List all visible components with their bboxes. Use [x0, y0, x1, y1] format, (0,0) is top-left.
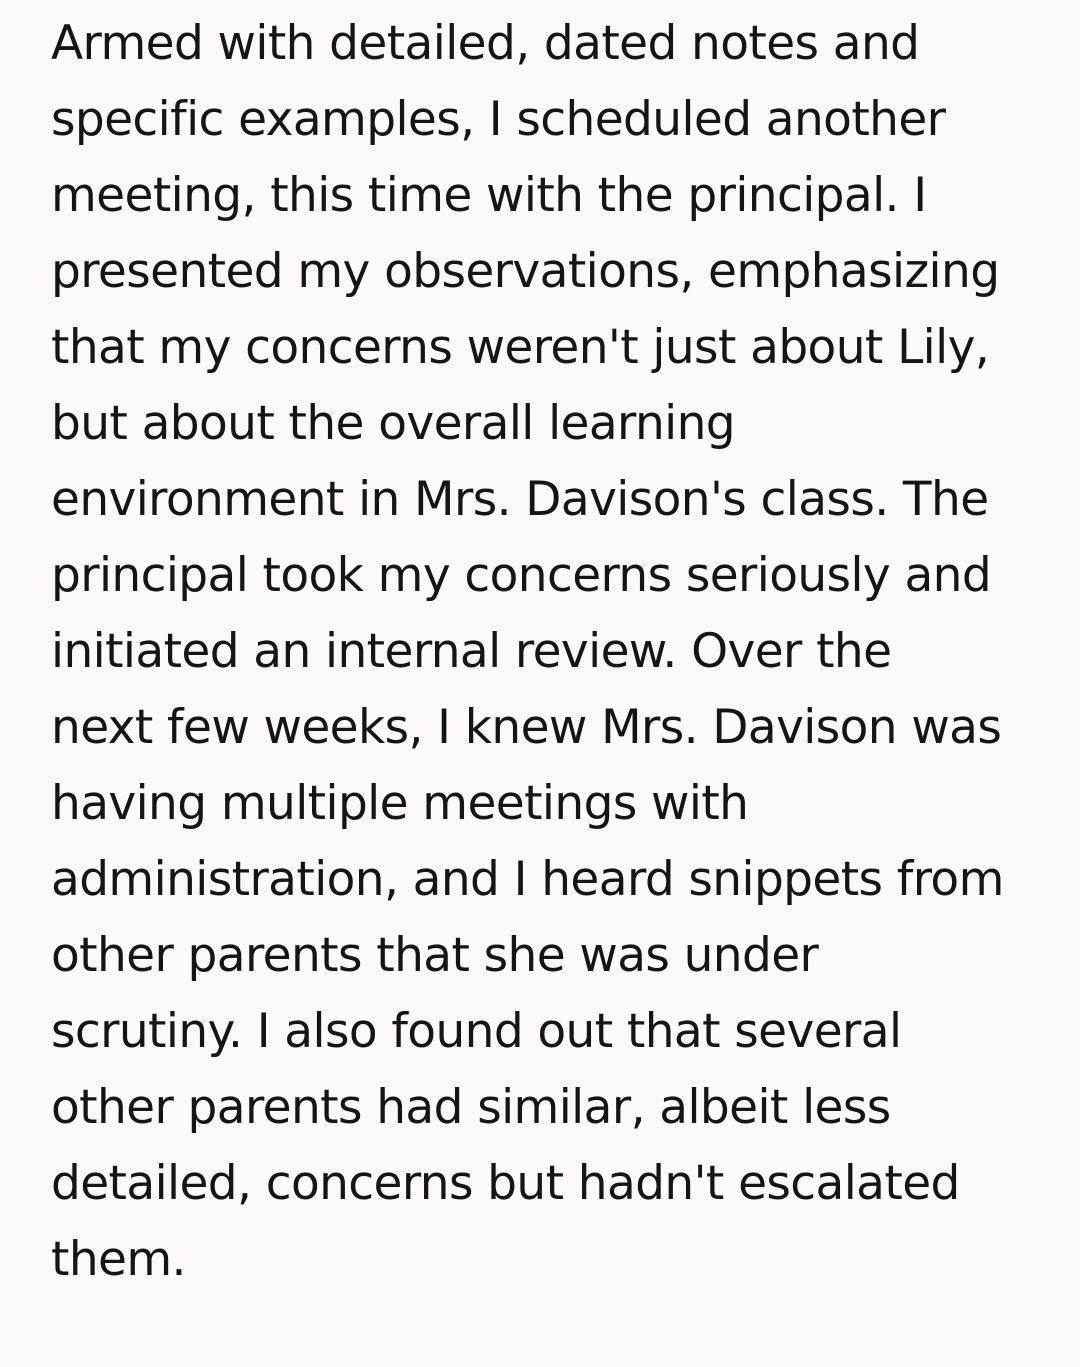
paragraph-line: but about the overall learning — [51, 396, 736, 451]
paragraph-line: administration, and I heard snippets from — [51, 852, 1004, 907]
paragraph-line: them. — [51, 1232, 186, 1287]
paragraph-line: environment in Mrs. Davison's class. The — [51, 472, 989, 527]
paragraph-line: next few weeks, I knew Mrs. Davison was — [51, 700, 1002, 755]
article-paragraph — [51, 6, 1061, 1298]
paragraph-line: other parents that she was under — [51, 928, 819, 983]
paragraph-line: Armed with detailed, dated notes and — [51, 16, 920, 71]
paragraph-line: initiated an internal review. Over the — [51, 624, 892, 679]
paragraph-line: other parents had similar, albeit less — [51, 1080, 891, 1135]
paragraph-line: detailed, concerns but hadn't escalated — [51, 1156, 960, 1211]
paragraph-line: having multiple meetings with — [51, 776, 749, 831]
paragraph-line: specific examples, I scheduled another — [51, 92, 946, 147]
paragraph-line: meeting, this time with the principal. I — [51, 168, 927, 223]
paragraph-line: scrutiny. I also found out that several — [51, 1004, 902, 1059]
paragraph-line: principal took my concerns seriously and — [51, 548, 992, 603]
paragraph-line: that my concerns weren't just about Lily, — [51, 320, 990, 375]
paragraph-line: presented my observations, emphasizing — [51, 244, 1000, 299]
